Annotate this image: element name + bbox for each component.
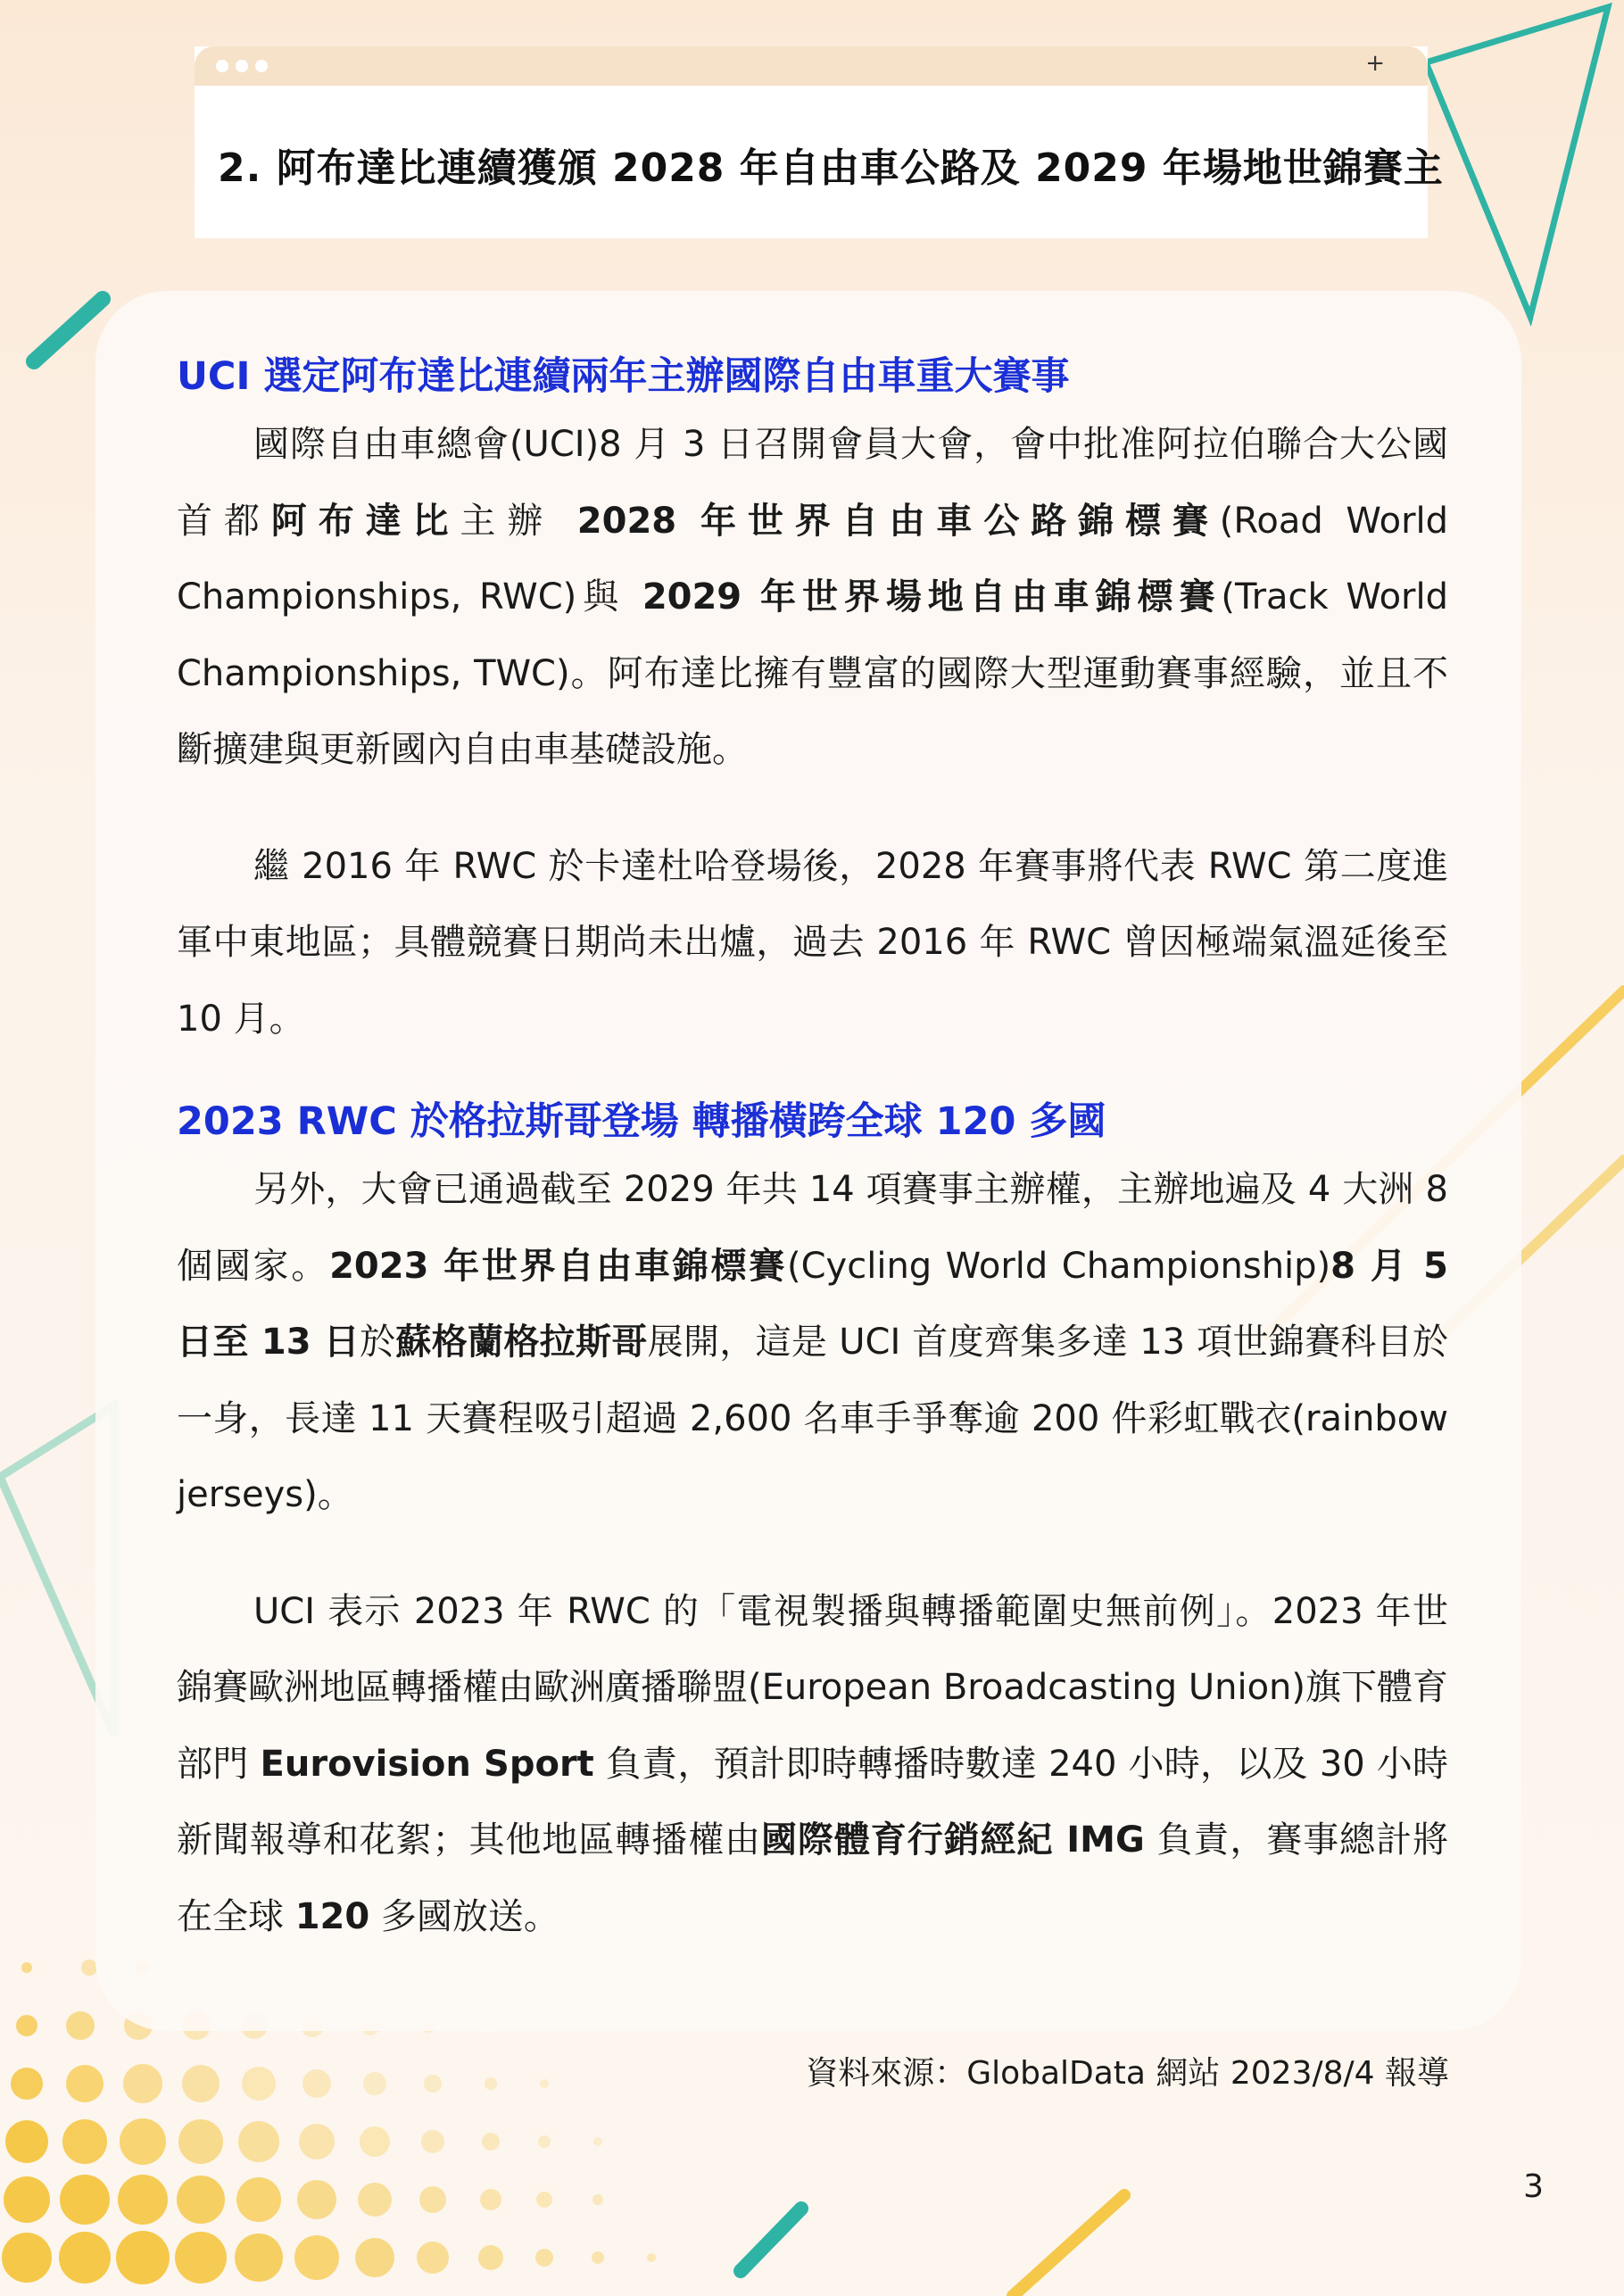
section-heading-uci: UCI 選定阿布達比連續兩年主辦國際自由車重大賽事	[177, 354, 1070, 399]
emphasis-img: 國際體育行銷經紀 IMG	[760, 1819, 1145, 1861]
emphasis-eurovision: Eurovision Sport	[260, 1743, 594, 1785]
paragraph-2023-glasgow: 另外，大會已通過截至 2029 年共 14 項賽事主辦權，主辦地遍及 4 大洲 8 個國家。2023 年世界自由車錦標賽(Cycling World Championship)8 月 5 日至 13 日於蘇格蘭格拉斯哥展開，這是 UCI 首度齊集多達 13 項世錦賽科目於一身，長達 11 天賽程吸引超過 2,600 名車手爭奪逾 200 件彩虹戰衣(rainbow jerseys)。	[177, 1169, 1449, 1515]
section-heading-2023-rwc: 2023 RWC 於格拉斯哥登場 轉播橫跨全球 120 多國	[177, 1099, 1106, 1144]
teal-stroke-bottom	[741, 2209, 801, 2271]
emphasis-twc-2029: 2029 年世界場地自由車錦標賽	[642, 576, 1222, 618]
window-dot	[216, 60, 228, 72]
emphasis-120: 120	[294, 1895, 370, 1937]
yellow-stroke-bottom	[1013, 2195, 1124, 2296]
window-dot	[236, 60, 248, 72]
paragraph-uci-approval: 國際自由車總會(UCI)8 月 3 日召開會員大會，會中批准阿拉伯聯合大公國首都阿布達比主辦 2028 年世界自由車公路錦標賽(Road World Championships, RWC)與 2029 年世界場地自由車錦標賽(Track World Championships, TWC)。阿布達比擁有豐富的國際大型運動賽事經驗，並且不斷擴建與更新國內自由車基礎設施。	[177, 424, 1449, 770]
header-card	[195, 46, 1444, 238]
window-dot	[255, 60, 268, 72]
emphasis-dates: 8 月 5 日至 13 日	[177, 1245, 1448, 1363]
teal-triangle-outline	[1426, 7, 1608, 317]
emphasis-glasgow: 蘇格蘭格拉斯哥	[395, 1322, 648, 1363]
article-body	[177, 348, 1448, 1955]
source-citation: 資料來源：GlobalData 網站 2023/8/4 報導	[806, 2055, 1449, 2092]
emphasis-2023-championship: 2023 年世界自由車錦標賽	[329, 1245, 788, 1287]
page-title: 2. 阿布達比連續獲頒 2028 年自由車公路及 2029 年場地世錦賽主	[218, 145, 1444, 191]
window-title-bar	[195, 46, 1428, 86]
page-number: 3	[1523, 2168, 1544, 2205]
emphasis-abu-dhabi: 阿布達比	[270, 500, 460, 542]
plus-icon: +	[1365, 50, 1385, 77]
paragraph-broadcast: UCI 表示 2023 年 RWC 的「電視製播與轉播範圍史無前例」。2023 年世錦賽歐洲地區轉播權由歐洲廣播聯盟(European Broadcasting Union)旗下體育部門 Eurovision Sport 負責，預計即時轉播時數達 240 小時，以及 30 小時新聞報導和花絮；其他地區轉播權由國際體育行銷經紀 IMG 負責，賽事總計將在全球 120 多國放送。	[177, 1590, 1449, 1937]
window-dots	[216, 60, 268, 72]
teal-stroke-top-left	[34, 299, 103, 361]
paragraph-rwc-history: 繼 2016 年 RWC 於卡達杜哈登場後，2028 年賽事將代表 RWC 第二度進軍中東地區；具體競賽日期尚未出爐，過去 2016 年 RWC 曾因極端氣溫延後至 10 月。	[177, 845, 1448, 1040]
emphasis-rwc-2028: 2028 年世界自由車公路錦標賽	[576, 500, 1220, 542]
